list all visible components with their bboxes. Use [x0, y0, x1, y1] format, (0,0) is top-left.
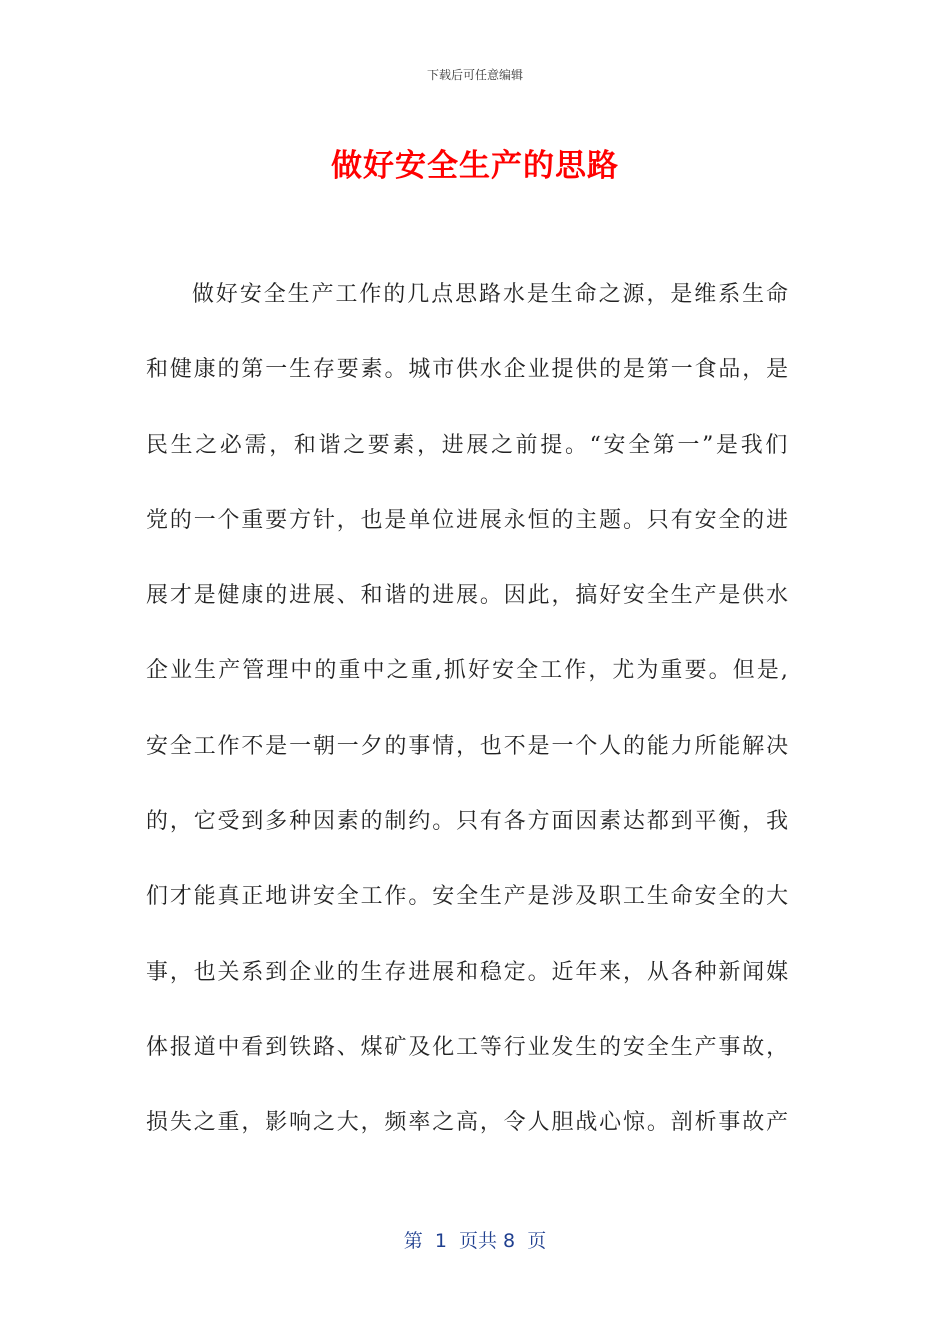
- body-line: [146, 1100, 790, 1175]
- body-line-text: 做好安全生产工作的几点思路水是生命之源，是维系生命: [192, 282, 790, 307]
- document-body: [146, 272, 790, 1176]
- body-line: [146, 950, 790, 1025]
- page-footer: [0, 1226, 950, 1253]
- body-line-text: 和健康的第一生存要素。城市供水企业提供的是第一食品，是: [146, 357, 790, 383]
- body-line: [146, 423, 790, 498]
- body-line-text: 党的一个重要方针，也是单位进展永恒的主题。只有安全的进: [146, 507, 790, 533]
- body-line: [146, 272, 790, 347]
- body-line-text: 展才是健康的进展、和谐的进展。因此，搞好安全生产是供水: [146, 583, 790, 609]
- body-line-text: 们才能真正地讲安全工作。安全生产是涉及职工生命安全的大: [146, 884, 790, 910]
- header-note: 下载后可任意编辑: [426, 68, 523, 82]
- body-line-text: 安全工作不是一朝一夕的事情，也不是一个人的能力所能解决: [146, 733, 790, 759]
- body-line-text: 民生之必需，和谐之要素，进展之前提。“安全第一”是我们: [146, 432, 790, 458]
- body-line: [146, 573, 790, 648]
- body-line-text: 体报道中看到铁路、煤矿及化工等行业发生的安全生产事故，: [146, 1034, 790, 1060]
- body-line: [146, 498, 790, 573]
- body-line: [146, 874, 790, 949]
- body-line-text: 事，也关系到企业的生存进展和稳定。近年来，从各种新闻媒: [146, 959, 790, 985]
- body-line: [146, 799, 790, 874]
- body-line-text: 企业生产管理中的重中之重,抓好安全工作，尤为重要。但是,: [146, 658, 790, 684]
- document-title: 做好安全生产的思路: [331, 148, 619, 184]
- page-number-label: 第 1 页共 8 页: [403, 1230, 547, 1252]
- body-line-text: 损失之重，影响之大，频率之高，令人胆战心惊。剖析事故产: [146, 1110, 790, 1136]
- body-line: [146, 724, 790, 799]
- body-line-text: 的，它受到多种因素的制约。只有各方面因素达都到平衡，我: [146, 809, 790, 835]
- body-line: [146, 1025, 790, 1100]
- body-line: [146, 648, 790, 723]
- body-line: [146, 347, 790, 422]
